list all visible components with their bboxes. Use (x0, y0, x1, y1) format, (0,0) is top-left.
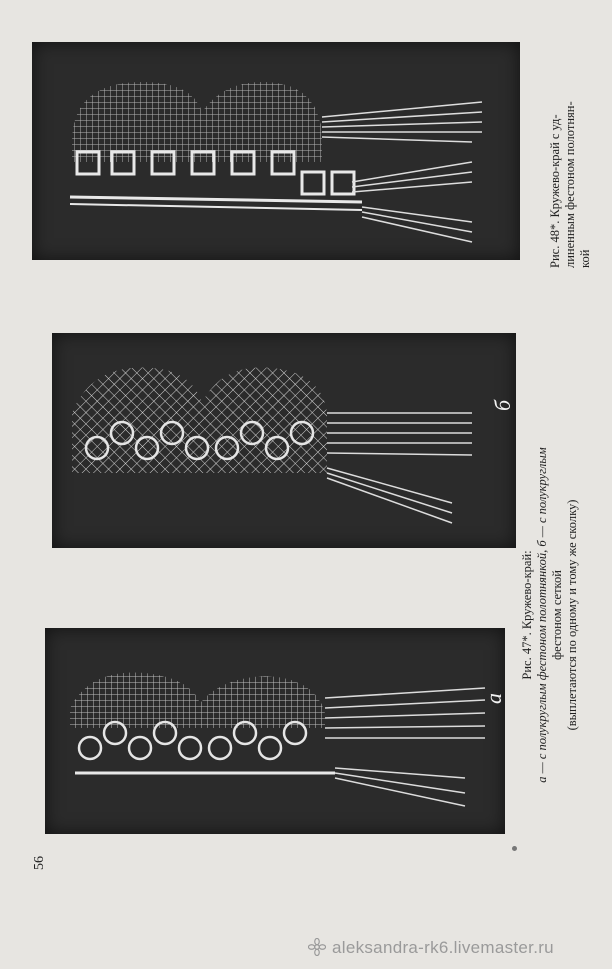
figure-48-caption (548, 28, 593, 268)
caption-line: фестоном сеткой (550, 570, 564, 660)
figure-48-photo (32, 42, 520, 260)
figure-47-caption (520, 440, 580, 790)
caption-title: Рис. 47*. Кружево-край: (520, 550, 534, 680)
page-number: 56 (32, 856, 47, 870)
caption-line: (выплетаются по одному и тому же сколку) (565, 499, 579, 731)
watermark (308, 938, 554, 958)
caption-line: кой (578, 249, 592, 268)
flower-icon (308, 938, 326, 956)
lace-illustration-47a (45, 628, 505, 834)
scan-dot (512, 846, 517, 851)
panel-b-letter: б (490, 399, 515, 411)
watermark-text: aleksandra-rk6.livemaster.ru (332, 938, 554, 957)
figure-47a-photo (45, 628, 505, 834)
lace-illustration-47b (52, 333, 516, 548)
caption-line: Рис. 48*. Кружево-край с уд- (548, 114, 562, 268)
caption-line: а — с полукруглым фестоном полотнянкой, б — с полукруглым (535, 447, 549, 783)
figure-47b-photo (52, 333, 516, 548)
lace-illustration-48 (32, 42, 520, 260)
panel-a-letter: а (481, 693, 506, 704)
caption-line: линенным фестоном полотнян- (563, 101, 577, 268)
